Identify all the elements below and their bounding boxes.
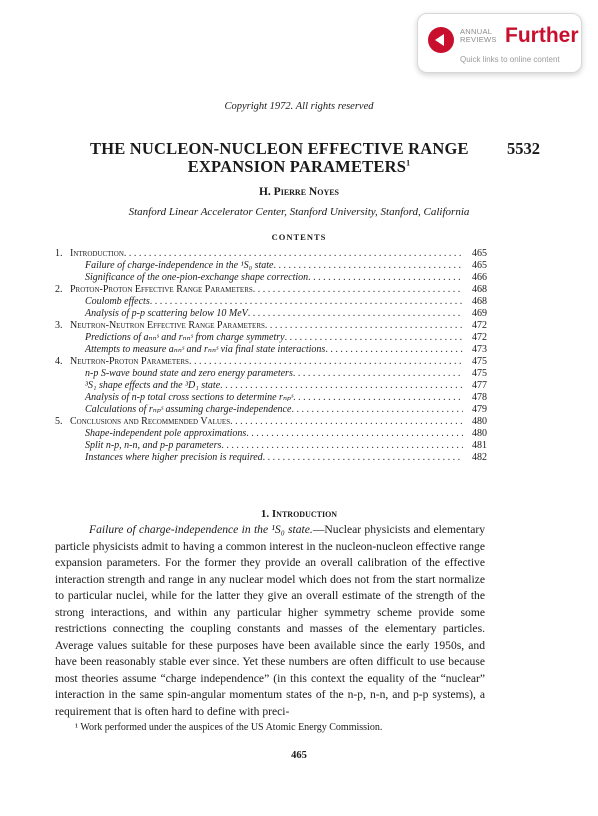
- toc-row: [55, 440, 487, 452]
- toc-page-number: 479: [472, 404, 487, 415]
- body-paragraph: [55, 522, 485, 721]
- author-name: H. Pierre Noyes: [258, 186, 340, 198]
- contents-heading: CONTENTS: [271, 232, 327, 242]
- toc-number: [55, 440, 70, 452]
- copyright-notice: Copyright 1972. All rights reserved: [224, 101, 374, 112]
- toc-number: [55, 260, 70, 272]
- toc-page-number: 475: [472, 356, 487, 367]
- toc-row: [55, 272, 487, 284]
- toc-page-number: 475: [472, 368, 487, 379]
- toc-leader-dots: [124, 248, 463, 260]
- further-links-badge[interactable]: [417, 13, 582, 73]
- toc-leader-dots: [189, 356, 463, 368]
- toc-label: Introduction: [70, 248, 124, 259]
- toc-leader-dots: [246, 428, 463, 440]
- paragraph-lead: Failure of charge-independence in the ¹S₀ state.: [89, 523, 313, 536]
- article-title-line-2: [0, 157, 598, 177]
- toc-number: [55, 404, 70, 416]
- toc-label: Analysis of n-p total cross sections to determine rₙₚˢ: [85, 392, 294, 403]
- article-title-line-1: THE NUCLEON-NUCLEON EFFECTIVE RANGE: [90, 139, 469, 158]
- toc-number: [55, 380, 70, 392]
- article-code: 5532: [507, 139, 540, 158]
- toc-leader-dots: [285, 332, 463, 344]
- toc-leader-dots: [253, 284, 463, 296]
- toc-page-number: 478: [472, 392, 487, 403]
- toc-leader-dots: [293, 392, 463, 404]
- toc-row: [55, 332, 487, 344]
- toc-row: [55, 248, 487, 260]
- toc-label: ³S₁ shape effects and the ³D₁ state: [85, 380, 221, 391]
- toc-label: n-p S-wave bound state and zero energy parameters: [85, 368, 293, 379]
- toc-leader-dots: [265, 320, 463, 332]
- toc-row: [55, 320, 487, 332]
- toc-row: [55, 416, 487, 428]
- toc-row: [55, 308, 487, 320]
- toc-page-number: 482: [472, 452, 487, 463]
- toc-row: [55, 404, 487, 416]
- toc-row: [55, 392, 487, 404]
- toc-page-number: 477: [472, 380, 487, 391]
- further-subtitle: Quick links to online content: [460, 55, 560, 64]
- toc-row: [55, 344, 487, 356]
- section-heading: 1. Introduction: [260, 508, 338, 520]
- toc-label: Instances where higher precision is required: [85, 452, 263, 463]
- toc-label: Predictions of aₙₙˢ and rₙₙˢ from charge symmetry: [85, 332, 285, 343]
- annual-reviews-logo-icon: [428, 27, 454, 53]
- toc-number: 4.: [55, 356, 63, 367]
- toc-leader-dots: [220, 380, 463, 392]
- toc-page-number: 480: [472, 428, 487, 439]
- page-number: 465: [291, 750, 307, 761]
- toc-row: [55, 428, 487, 440]
- toc-leader-dots: [263, 452, 463, 464]
- toc-leader-dots: [325, 344, 463, 356]
- toc-page-number: 465: [472, 248, 487, 259]
- toc-leader-dots: [150, 296, 463, 308]
- toc-number: [55, 272, 70, 284]
- toc-leader-dots: [273, 260, 463, 272]
- table-of-contents: [55, 248, 487, 464]
- author-affiliation: Stanford Linear Accelerator Center, Stanford University, Stanford, California: [128, 206, 470, 218]
- toc-page-number: 466: [472, 272, 487, 283]
- toc-number: 3.: [55, 320, 63, 331]
- publisher-line-1: ANNUAL: [460, 27, 493, 36]
- toc-page-number: 468: [472, 296, 487, 307]
- toc-leader-dots: [291, 404, 463, 416]
- toc-label: Failure of charge-independence in the ¹S₀ state: [85, 260, 274, 271]
- toc-number: [55, 368, 70, 380]
- toc-leader-dots: [221, 440, 463, 452]
- toc-number: 2.: [55, 284, 63, 295]
- title-line-2-text: EXPANSION PARAMETERS: [187, 157, 407, 176]
- toc-label: Conclusions and Recommended Values: [70, 416, 231, 427]
- toc-number: 1.: [55, 248, 63, 259]
- toc-number: [55, 332, 70, 344]
- toc-number: [55, 308, 70, 320]
- toc-row: [55, 380, 487, 392]
- toc-row: [55, 356, 487, 368]
- toc-row: [55, 452, 487, 464]
- title-footnote-mark: 1: [406, 158, 411, 168]
- publisher-line-2: REVIEWS: [460, 35, 497, 44]
- toc-number: [55, 452, 70, 464]
- toc-page-number: 472: [472, 332, 487, 343]
- toc-leader-dots: [308, 272, 463, 284]
- toc-number: 5.: [55, 416, 63, 427]
- toc-label: Attempts to measure aₙₙˢ and rₙₙˢ via final state interactions: [85, 344, 326, 355]
- toc-label: Significance of the one-pion-exchange shape correction: [85, 272, 309, 283]
- toc-label: Split n-p, n-n, and p-p parameters: [85, 440, 222, 451]
- further-title: Further: [505, 24, 579, 47]
- toc-leader-dots: [248, 308, 463, 320]
- toc-number: [55, 344, 70, 356]
- toc-label: Coulomb effects: [85, 296, 150, 307]
- toc-label: Neutron-Neutron Effective Range Parameters: [70, 320, 265, 331]
- toc-page-number: 472: [472, 320, 487, 331]
- toc-label: Proton-Proton Effective Range Parameters: [70, 284, 253, 295]
- toc-number: [55, 428, 70, 440]
- toc-row: [55, 284, 487, 296]
- toc-label: Calculations of rₙₚˢ assuming charge-independence: [85, 404, 292, 415]
- toc-leader-dots: [230, 416, 463, 428]
- toc-number: [55, 392, 70, 404]
- toc-page-number: 469: [472, 308, 487, 319]
- toc-row: [55, 260, 487, 272]
- paragraph-text: —Nuclear physicists and elementary particle physicists admit to having a common interest in the nucleon-nucleon effective range expansion parameters. For the former they provide an overall calibration of the effective interaction strength and range in any nuclear model which does not from the start normalize to particular nuclei, while for the latter they give an overall estimate of the strength of the strong interactions, and within any particular higher symmetry scheme provide some restrictions connecting the coupling constants and masses of the elementary particles. Average values suitable for these purposes have been available since the early 1950s, and have been reasonably stable ever since. Yet these numbers are often difficult to use because most theories assume “charge independence” (in this context the equality of the “nuclear” interaction in the same spin-angular momentum states of the n-p, n-n, and p-p systems), a requirement that is often hard to define with preci-: [55, 523, 485, 719]
- toc-label: Analysis of p-p scattering below 10 MeV: [85, 308, 248, 319]
- toc-page-number: 481: [472, 440, 487, 451]
- toc-label: Shape-independent pole approximations: [85, 428, 247, 439]
- publisher-name: [460, 28, 497, 44]
- footnote: ¹ Work performed under the auspices of the US Atomic Energy Commission.: [75, 722, 383, 733]
- toc-leader-dots: [293, 368, 463, 380]
- toc-label: Neutron-Proton Parameters: [70, 356, 189, 367]
- toc-page-number: 473: [472, 344, 487, 355]
- toc-row: [55, 368, 487, 380]
- toc-number: [55, 296, 70, 308]
- toc-row: [55, 296, 487, 308]
- toc-page-number: 468: [472, 284, 487, 295]
- toc-page-number: 480: [472, 416, 487, 427]
- toc-page-number: 465: [472, 260, 487, 271]
